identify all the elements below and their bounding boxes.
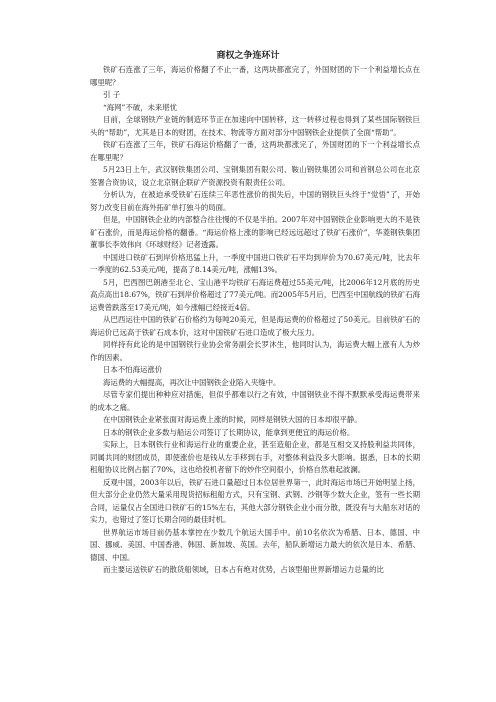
- paragraph: 但是，中国钢铁企业的内部整合往往慢的不仅是半拍。2007年对中国钢铁企业影响更大的不是铁矿石涨价，而是海运价格的翻番。“海运价格上涨的影响已经远远超过了铁矿石涨价”，华菱钢铁集团董事长李效伟向《环球财经》记者透露。: [90, 215, 420, 249]
- paragraph: 5月23日上午，武汉钢铁集团公司、宝钢集团有限公司、鞍山钢铁集团公司和首钢总公司在北京签署合资协议，设立北京钢企联矿产资源投资有限责任公司。: [90, 165, 420, 187]
- paragraph: 5月，巴西图巴朗港至北仑、宝山港平均铁矿石海运费超过55美元/吨，比2006年12月底的历史高点高出18.67%，铁矿石到岸价格超过了77美元/吨。而2005年5月后，巴西至中国航线的铁矿石海运费曾跌落至17美元/吨，如今涨幅已经接近4倍。: [90, 277, 420, 312]
- paragraph: 实际上，日本钢铁行业和海运行业的重要企业，甚至造船企业，都是互相交叉持股利益共同体，同属共同的财团成员，即使涨价也是钱从左手移到右手，对整体利益没多大影响。据悉，日本的长期租船协议比例占据了70%，这也给投机者留下的炒作空间很小，价格自然难起波澜。: [90, 440, 420, 474]
- paragraph: 中国进口铁矿石到岸价格迅猛上升，一季度中国进口铁矿石平均到岸价为70.67美元/吨，比去年一季度的62.53美元/吨，提高了8.14美元/吨，涨幅13%。: [90, 252, 420, 274]
- paragraph: 目前，全球钢铁产业链的制造环节正在加速向中国转移，这一转移过程也得到了某些国际钢铁巨头的“帮助”，尤其是日本的财团，在技术、物流等方面对部分中国钢铁企业提供了全面“帮助”。: [90, 115, 420, 137]
- paragraph: 日本的钢铁企业多数与船运公司签订了长期协议，能拿到更便宜的海运价格。: [103, 427, 355, 437]
- paragraph: 铁矿石连涨了三年，铁矿石海运价格翻了一番，这两块都涨完了，外国财团的下一个利益增长点在哪里呢？: [90, 140, 420, 162]
- paragraph: 分析认为，在被迫承受铁矿石连续三年恶性涨价的损失后，中国的钢铁巨头终于“觉悟”了，开始努力改变目前在海外拓矿单打独斗的局面。: [90, 190, 420, 212]
- paragraph: 日本不怕海运涨价: [103, 365, 163, 374]
- paragraph: 同样持有此论的是中国钢铁行业协会常务副会长罗沐生，他同时认为，海运费大幅上涨有人为炒作的因素。: [90, 340, 420, 362]
- article-title: 商权之争连环计: [216, 51, 280, 61]
- paragraph: 引 子: [103, 90, 121, 99]
- article-body: [90, 64, 420, 577]
- paragraph: 反观中国，2003年以后，铁矿石进口量超过日本位居世界第一，此时海运市场已开始明显上扬，但大部分企业仍然大量采用现货招标租船方式，只有宝钢、武钢、沙钢等少数大企业，签有一些长期合同，运量仅占全国进口铁矿石的15%左右，其他大部分钢铁企业小而分散，既没有与大船东对话的实力，也错过了签订长期合同的最佳时机。: [90, 477, 420, 524]
- paragraph: 尽管专家们提出种种应对措施，但似乎都难以行之有效，中国钢铁业不得不默默承受海运费带来的成本之痛。: [90, 390, 420, 412]
- paragraph: 世界航运市场目前仍基本掌控在少数几个航运大国手中。前10名依次为希腊、日本、德国、中国、挪威、美国、中国香港、韩国、新加坡、英国。去年，船队新增运力最大的依次是日本、希腊、德国、中国。: [90, 527, 420, 562]
- paragraph: 海运费的大幅提高，再次让中国钢铁企业陷入夹缝中。: [103, 377, 281, 387]
- paragraph: “海网”不破，未来堪忧: [103, 102, 178, 112]
- paragraph: 在中国钢铁企业紧张面对海运费上涨的时候，同样是钢铁大国的日本却很平静。: [103, 415, 362, 424]
- paragraph: 从巴西运往中国的铁矿石价格约为每吨20美元，但是海运费的价格超过了50美元。目前铁矿石的海运价已远高于铁矿石成本价，这对中国铁矿石进口造成了极大压力。: [90, 315, 420, 337]
- paragraph: 铁矿石连涨了三年，海运价格翻了不止一番，这两块都涨完了，外国财团的下一个利益增长点在哪里呢？: [90, 65, 420, 87]
- paragraph: 而主要运送铁矿石的散货船领域，日本占有绝对优势，占该型船世界新增运力总量的比: [103, 565, 384, 574]
